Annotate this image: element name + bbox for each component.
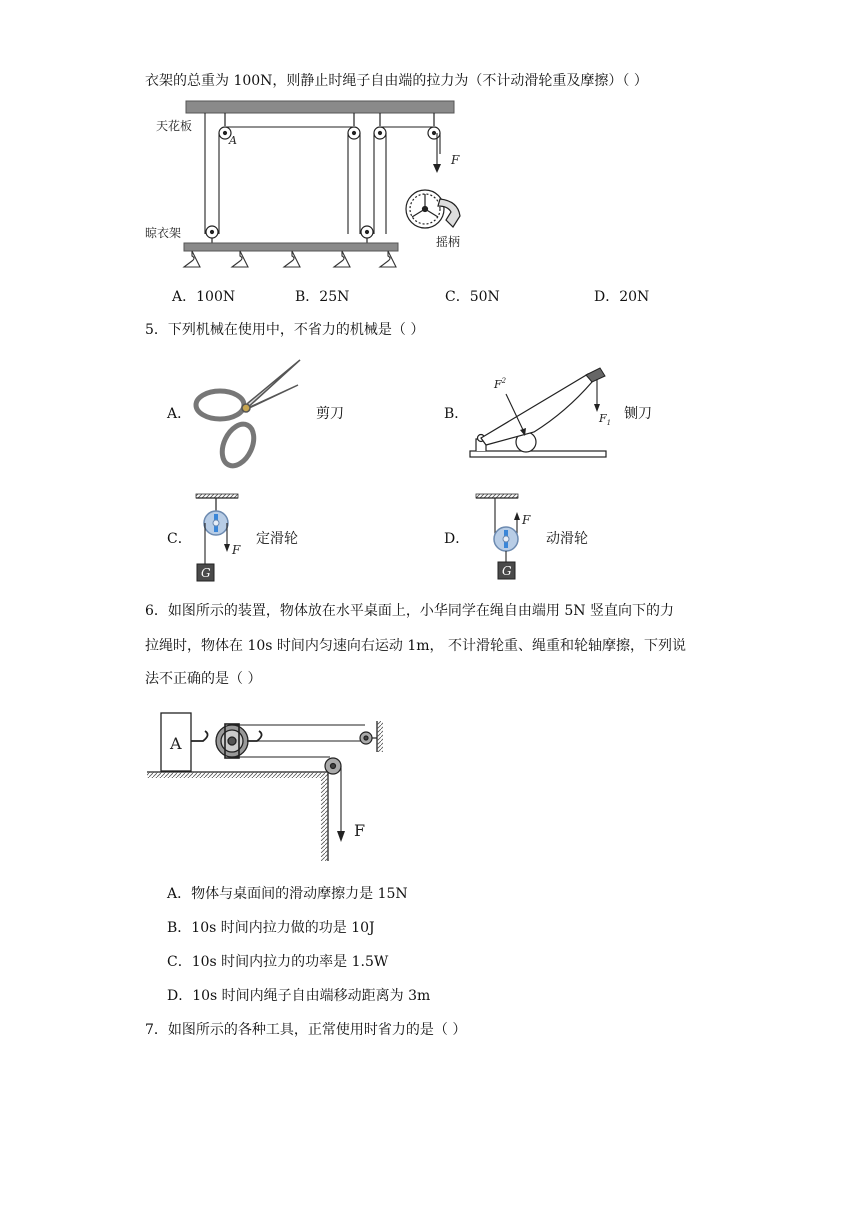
weight-label: G (201, 566, 211, 580)
q4-option-b[interactable] (295, 287, 349, 307)
force-arrow-icon (433, 164, 441, 173)
force-label: F (522, 513, 531, 527)
option-key: B． (167, 920, 192, 936)
clothes-rack-bar (184, 243, 398, 251)
option-text: 10s 时间内绳子自由端移动距离为 3m (192, 988, 431, 1004)
q6-stem-line3: 法不正确的是（ ） (145, 671, 262, 687)
fixed-pulley-edge (325, 758, 341, 774)
scissors-icon (190, 355, 305, 473)
fixed-pulley-icon (190, 490, 250, 584)
horizontal-pulley-figure (145, 705, 395, 865)
q5-stem: 5．下列机械在使用中，不省力的机械是（ ） (145, 322, 425, 338)
crank-label: 摇柄 (436, 235, 461, 249)
rope-lines (205, 113, 440, 234)
q6-option-b[interactable] (167, 918, 375, 938)
svg-text:F1 (598, 412, 611, 427)
q6-option-c[interactable] (167, 952, 388, 972)
q4-option-c[interactable] (445, 287, 500, 307)
option-text: 50N (469, 289, 500, 305)
f2-subscript: 2 (501, 377, 507, 385)
option-text: 10s 时间内拉力做的功是 10J (191, 920, 375, 936)
movable-pulley (216, 724, 262, 758)
option-key: D． (594, 289, 620, 305)
q5-option-a-name: 剪刀 (316, 406, 344, 422)
force-arrow-icon (224, 544, 230, 552)
q5-option-c-name: 定滑轮 (256, 531, 298, 547)
option-text: 20N (619, 289, 650, 305)
option-text: 100N (196, 289, 236, 305)
force-label: F (451, 153, 460, 167)
option-text: 物体与桌面间的滑动摩擦力是 15N (191, 886, 408, 902)
q4-option-a[interactable] (172, 287, 235, 307)
fixed-pulley-wall (360, 732, 377, 744)
q5-option-b-name: 铡刀 (624, 406, 652, 422)
option-key: C． (445, 289, 470, 305)
q5-option-c-key[interactable]: C． (167, 531, 192, 547)
option-key: B． (295, 289, 320, 305)
force-arrow-icon (594, 404, 600, 412)
q4-option-d[interactable] (594, 287, 649, 307)
option-key: D． (167, 988, 193, 1004)
force-label: F (354, 821, 366, 840)
option-text: 10s 时间内拉力的功率是 1.5W (191, 954, 389, 970)
movable-pulley-icon (472, 490, 542, 584)
rack-label: 晾衣架 (145, 226, 182, 240)
ceiling-label: 天花板 (156, 119, 193, 133)
q6-option-d[interactable] (167, 986, 430, 1006)
option-key: C． (167, 954, 192, 970)
crank-handle-icon (406, 190, 460, 228)
force-label: F (232, 543, 241, 557)
f1-label: F (599, 412, 607, 425)
fixed-pulley-3 (374, 113, 386, 139)
q5-option-d-name: 动滑轮 (546, 531, 588, 547)
force-arrow-icon (337, 831, 345, 842)
q6-option-a[interactable] (167, 884, 408, 904)
option-key: A． (167, 886, 192, 902)
weight-label: G (502, 564, 512, 578)
q6-stem-line1: 6．如图所示的装置，物体放在水平桌面上，小华同学在绳自由端用 5N 竖直向下的力 (145, 603, 674, 619)
f2-label: F (494, 378, 502, 391)
block-label: A (170, 734, 182, 753)
fixed-pulley-4 (428, 113, 440, 139)
option-text: 25N (319, 289, 350, 305)
pulley-a-label: A (229, 134, 237, 147)
option-key: A． (172, 289, 197, 305)
hanger-icons (184, 251, 396, 267)
q7-stem: 7．如图所示的各种工具，正常使用时省力的是（ ） (145, 1022, 467, 1038)
clothes-rack-pulley-figure (140, 96, 480, 281)
movable-pulley-left (206, 226, 218, 243)
force-arrow-icon (514, 512, 520, 520)
movable-pulley-right (361, 226, 373, 243)
guillotine-cutter-icon (466, 362, 610, 466)
ceiling-bar (186, 101, 454, 113)
f1-subscript: 1 (606, 419, 612, 427)
q4-stem-tail: 衣架的总重为 100N，则静止时绳子自由端的拉力为（不计动滑轮重及摩擦）（ ） (145, 73, 648, 89)
q6-stem-line2: 拉绳时，物体在 10s 时间内匀速向右运动 1m， 不计滑轮重、绳重和轮轴摩擦，下列说 (145, 638, 686, 654)
fixed-pulley-2 (348, 113, 360, 139)
q5-option-b-key[interactable]: B． (444, 406, 469, 422)
svg-text:F2 (493, 377, 507, 391)
q5-option-d-key[interactable]: D． (444, 531, 470, 547)
q5-option-a-key[interactable]: A． (167, 406, 192, 422)
